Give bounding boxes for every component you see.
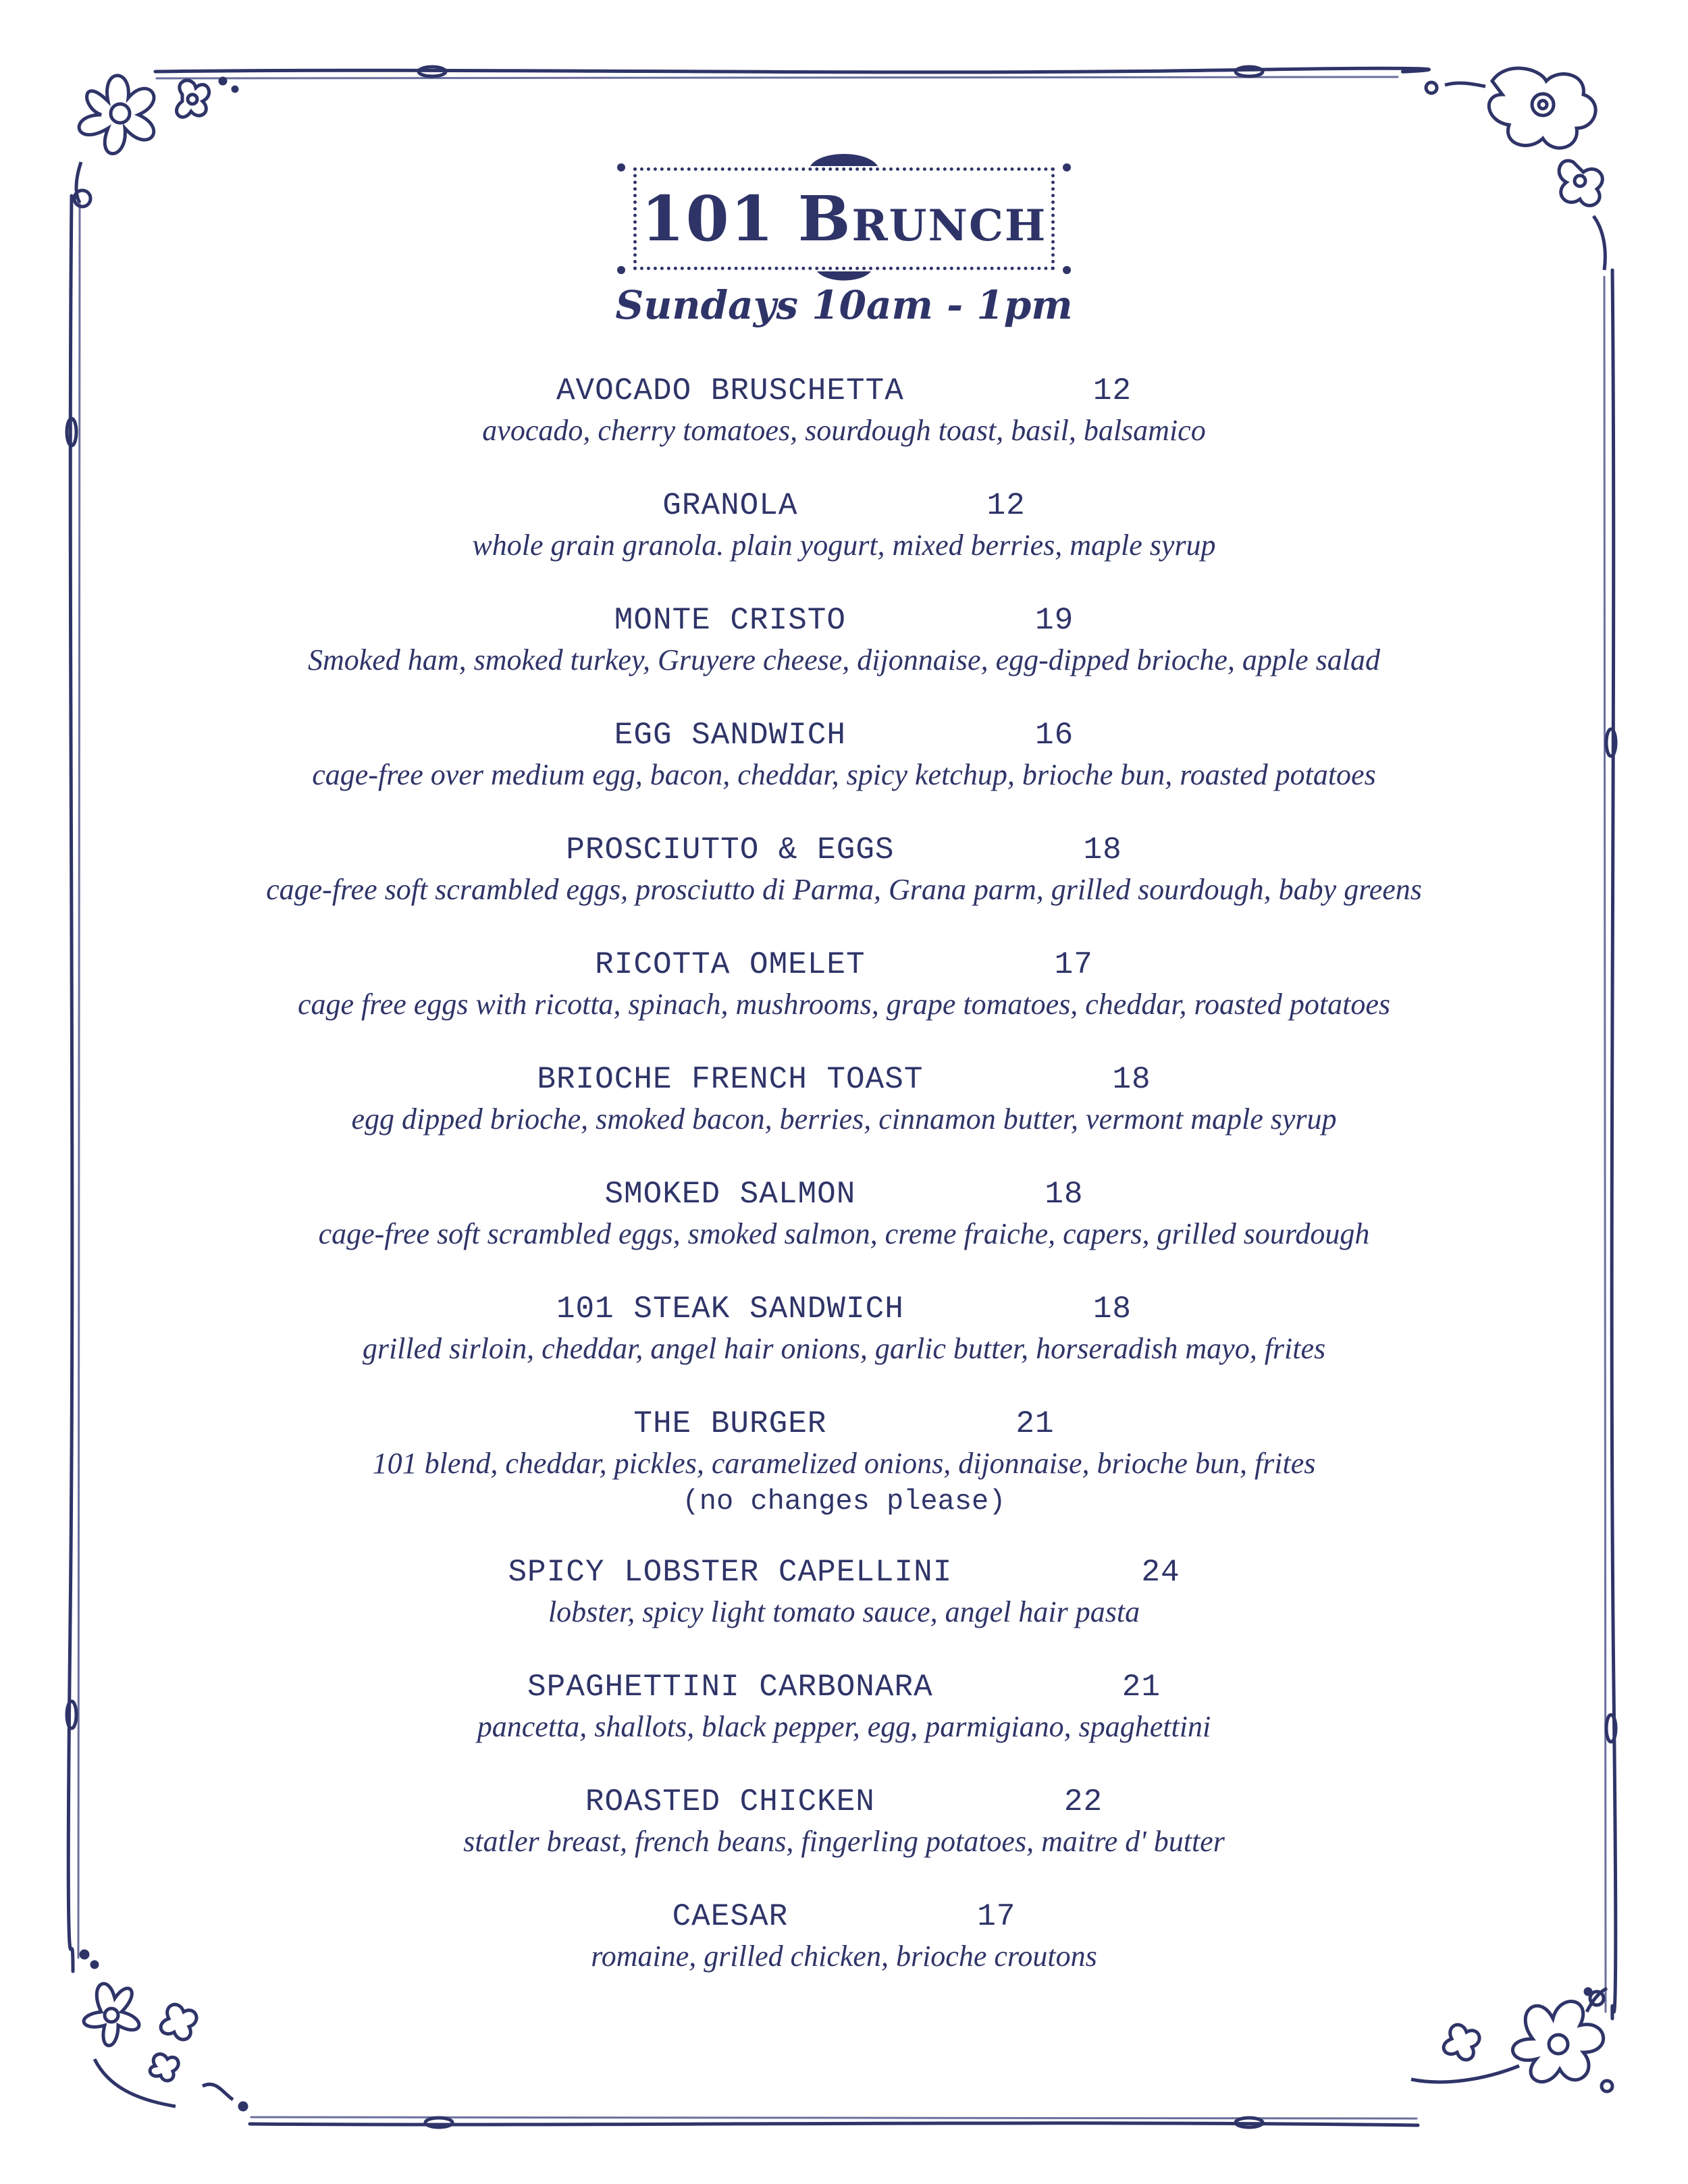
- item-price: 18: [1112, 1062, 1151, 1097]
- menu-item: [0, 1781, 1688, 1896]
- item-name: CAESAR: [672, 1899, 789, 1934]
- item-description: whole grain granola. plain yogurt, mixed berries, maple syrup: [472, 529, 1216, 562]
- item-price: 21: [1122, 1670, 1161, 1705]
- item-price: 18: [1045, 1177, 1084, 1212]
- item-price: 18: [1083, 832, 1122, 868]
- item-description: grilled sirloin, cheddar, angel hair onions, garlic butter, horseradish mayo, frites: [362, 1332, 1326, 1365]
- title-frame: [633, 167, 1055, 270]
- item-price: 24: [1141, 1555, 1180, 1590]
- item-name: MONTE CRISTO: [614, 603, 847, 638]
- item-name: AVOCADO BRUSCHETTA: [556, 373, 904, 408]
- menu-item: [0, 829, 1688, 944]
- item-description: cage-free soft scrambled eggs, prosciutto di Parma, Grana parm, grilled sourdough, baby greens: [266, 873, 1422, 906]
- item-price: 22: [1063, 1784, 1103, 1819]
- flower-icon: [1426, 68, 1605, 270]
- menu-item: [0, 1896, 1688, 2010]
- item-price: 17: [1054, 947, 1093, 982]
- flower-icon: [74, 76, 237, 207]
- item-name: ROASTED CHICKEN: [585, 1784, 875, 1819]
- menu-item: [0, 1059, 1688, 1173]
- item-description: cage free eggs with ricotta, spinach, mushrooms, grape tomatoes, cheddar, roasted potatoes: [297, 988, 1391, 1021]
- item-name: GRANOLA: [662, 488, 798, 523]
- menu-title: 101 Brunch: [641, 182, 1047, 255]
- item-description: lobster, spicy light tomato sauce, angel hair pasta: [548, 1595, 1140, 1628]
- item-description: pancetta, shallots, black pepper, egg, parmigiano, spaghettini: [477, 1710, 1211, 1743]
- item-price: 12: [986, 488, 1026, 523]
- menu-item: [0, 600, 1688, 714]
- item-name: BRIOCHE FRENCH TOAST: [537, 1062, 924, 1097]
- item-price: 18: [1092, 1291, 1132, 1327]
- menu-item: [0, 1551, 1688, 1666]
- item-description: avocado, cherry tomatoes, sourdough toast, basil, balsamico: [482, 414, 1206, 447]
- menu-item: [0, 1403, 1688, 1551]
- item-name: SPAGHETTINI CARBONARA: [527, 1670, 933, 1705]
- item-name: THE BURGER: [633, 1406, 827, 1441]
- service-hours: Sundays 10am - 1pm: [615, 282, 1073, 328]
- item-price: 21: [1016, 1406, 1055, 1441]
- item-description: cage-free over medium egg, bacon, cheddar, spicy ketchup, brioche bun, roasted potatoes: [312, 758, 1376, 791]
- item-price: 17: [977, 1899, 1016, 1934]
- item-price: 19: [1035, 603, 1074, 638]
- item-name: PROSCIUTTO & EGGS: [566, 832, 895, 868]
- menu-item: [0, 1288, 1688, 1403]
- item-price: 12: [1092, 373, 1132, 408]
- item-price: 16: [1035, 718, 1074, 753]
- menu-item: [0, 1666, 1688, 1781]
- item-description: statler breast, french beans, fingerling potatoes, maitre d' butter: [463, 1825, 1225, 1858]
- menu-item: [0, 944, 1688, 1059]
- item-name: 101 STEAK SANDWICH: [556, 1291, 904, 1327]
- item-description: egg dipped brioche, smoked bacon, berries, cinnamon butter, vermont maple syrup: [351, 1102, 1337, 1136]
- menu-item: [0, 485, 1688, 600]
- item-note: (no changes please): [682, 1485, 1006, 1518]
- item-name: SPICY LOBSTER CAPELLINI: [508, 1555, 953, 1590]
- menu-item: [0, 1173, 1688, 1288]
- item-description: romaine, grilled chicken, brioche croutons: [591, 1940, 1097, 1973]
- item-description: cage-free soft scrambled eggs, smoked salmon, creme fraiche, capers, grilled sourdough: [318, 1217, 1370, 1250]
- item-name: SMOKED SALMON: [604, 1177, 856, 1212]
- item-name: RICOTTA OMELET: [595, 947, 866, 982]
- item-name: EGG SANDWICH: [614, 718, 847, 753]
- item-description: Smoked ham, smoked turkey, Gruyere cheese, dijonnaise, egg-dipped brioche, apple salad: [307, 643, 1381, 676]
- item-description: 101 blend, cheddar, pickles, caramelized onions, dijonnaise, brioche bun, frites: [372, 1447, 1316, 1480]
- menu-item: [0, 370, 1688, 485]
- menu-item: [0, 714, 1688, 829]
- menu-list: [0, 370, 1688, 2010]
